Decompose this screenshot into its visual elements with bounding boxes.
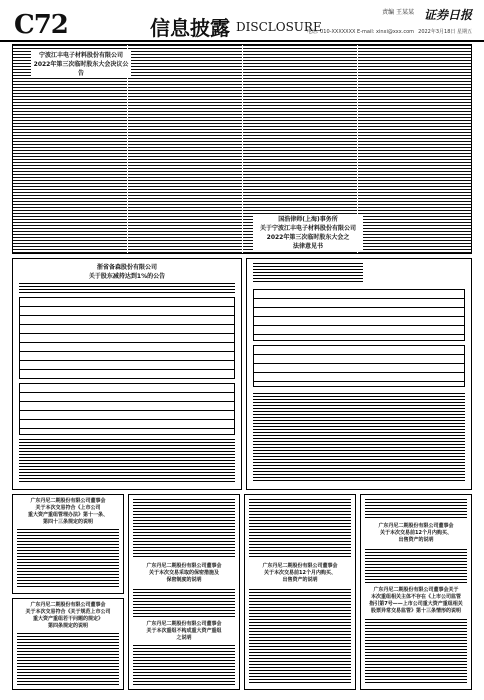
notice-title: 宁波江丰电子材料股份有限公司 2022年第三次临时股东大会决议公告 xyxy=(31,51,131,78)
bottom-left-notice-2 xyxy=(12,598,124,690)
bottom-col-3 xyxy=(244,494,356,690)
date-line: 2022年3月18日 星期五 xyxy=(418,29,472,35)
page-header xyxy=(0,0,484,42)
notice-title: 广东丹尼二期股份有限公司董事会 关于本次交易采取的保密措施及 保密制度的说明 xyxy=(129,563,239,584)
newspaper-logo: 证券日报 xyxy=(423,8,472,22)
notice-title: 广东丹尼二期股份有限公司董事会 关于本次交易符合《关于规范上市公司 重大资产重组若干问题的规定》 第四条规定的说明 xyxy=(13,602,123,630)
notice-title: 浙省备森股份有限公司 关于股东减持达到1%的公告 xyxy=(13,263,241,281)
section-title-en: DISCLOSURE xyxy=(236,20,322,34)
bottom-col-4 xyxy=(360,494,472,690)
notice-title: 广东丹尼二期股份有限公司董事会 关于本次交易符合《上市公司 重大资产重组管理办法》第十一条、 第四十三条规定的说明 xyxy=(13,498,123,526)
mid-left-notice xyxy=(12,258,242,490)
notice-title: 广东丹尼二期股份有限公司董事会 关于本次交易前12个月内购买、 出售资产的说明 xyxy=(245,563,355,584)
section-title: 信息披露 xyxy=(150,16,230,40)
legal-opinion-title: 国浩律师(上海)事务所 关于宁波江丰电子材料股份有限公司 2022年第三次临时股东大会之 法律意见书 xyxy=(253,215,363,251)
contact-line: 电话: 010-XXXXXXX E-mail: xinxi@xxx.com xyxy=(306,29,414,35)
mid-right-notice xyxy=(246,258,472,490)
top-notice-block xyxy=(12,44,472,254)
notice-title: 广东丹尼二期股份有限公司董事会 关于本次交易前12个月内购买、 出售资产的说明 xyxy=(361,523,471,544)
holding-table xyxy=(19,297,235,379)
info-table xyxy=(253,289,465,341)
page-number: C72 xyxy=(14,10,68,40)
bottom-left-notice-1 xyxy=(12,494,124,594)
notice-title: 广东丹尼二期股份有限公司董事会关于 本次重组相关主体不存在《上市公司监管 指引第7号——上市公司重大资产重组相关 股票异常交易监管》第十三条情形的说明 xyxy=(361,587,471,615)
detail-table xyxy=(253,345,465,387)
reduction-table xyxy=(19,383,235,435)
editor-line: 责编 王某某 xyxy=(382,9,414,16)
notice-title: 广东丹尼二期股份有限公司董事会 关于本次重组不构成重大资产重组 之说明 xyxy=(129,621,239,642)
bottom-col-2 xyxy=(128,494,240,690)
